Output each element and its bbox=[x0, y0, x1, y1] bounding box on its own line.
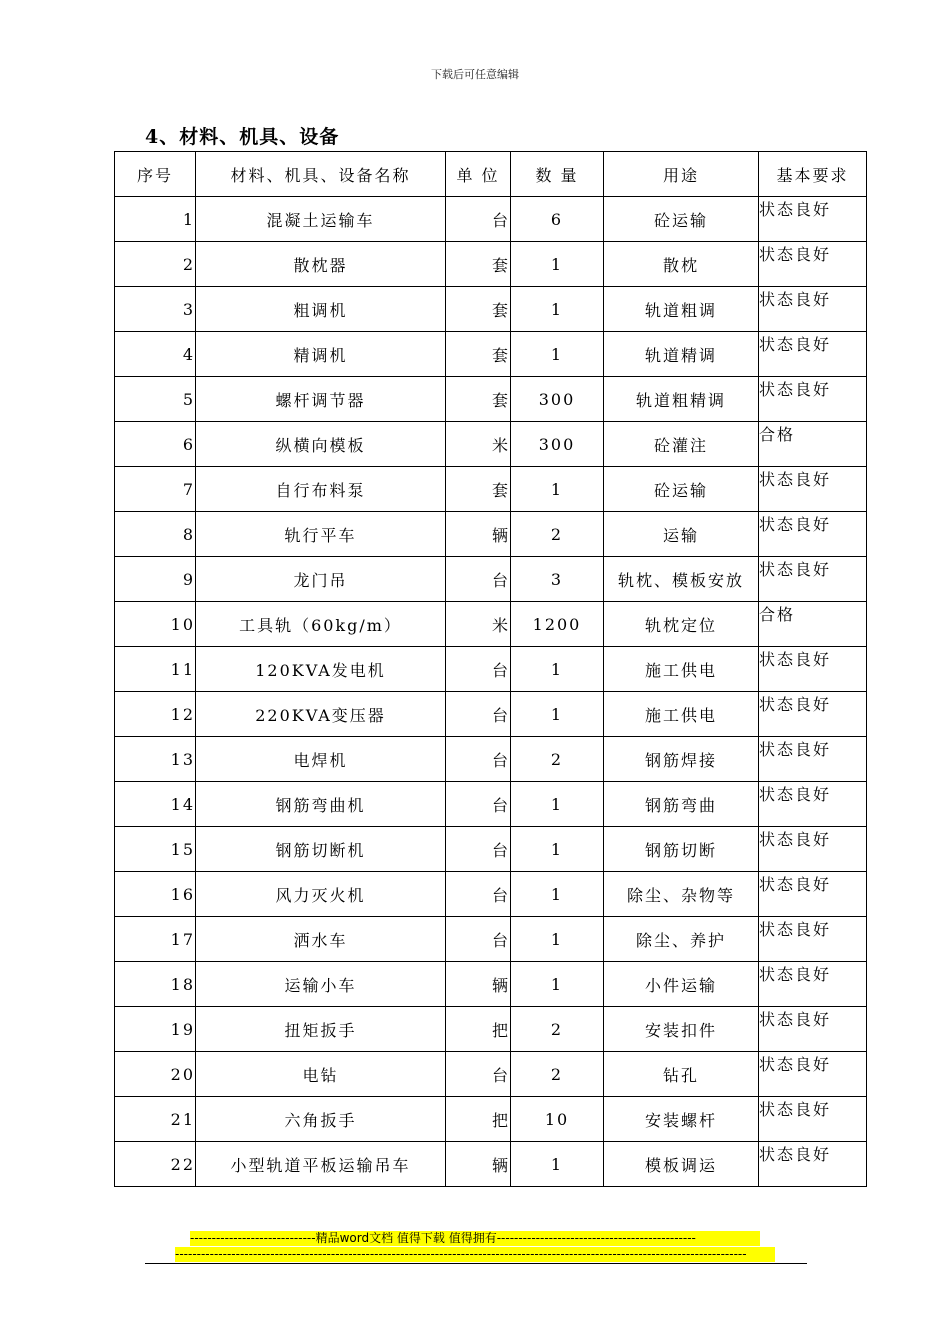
table-row bbox=[115, 512, 867, 557]
header-unit: 单 位 bbox=[446, 152, 511, 197]
row-number-cell: 17 bbox=[115, 917, 196, 962]
unit-cell: 套 bbox=[446, 467, 511, 512]
quantity-cell: 1 bbox=[511, 242, 604, 287]
use-cell: 轨道精调 bbox=[604, 332, 759, 377]
unit-cell: 台 bbox=[446, 557, 511, 602]
row-number-cell: 16 bbox=[115, 872, 196, 917]
use-cell: 除尘、养护 bbox=[604, 917, 759, 962]
unit-cell: 台 bbox=[446, 1052, 511, 1097]
requirement-cell: 状态良好 bbox=[759, 467, 867, 512]
quantity-cell: 2 bbox=[511, 1007, 604, 1052]
quantity-cell: 2 bbox=[511, 1052, 604, 1097]
item-name-cell: 纵横向模板 bbox=[196, 422, 446, 467]
table-row bbox=[115, 692, 867, 737]
quantity-cell: 1 bbox=[511, 692, 604, 737]
item-name-cell: 钢筋切断机 bbox=[196, 827, 446, 872]
table-row bbox=[115, 782, 867, 827]
item-name-cell: 洒水车 bbox=[196, 917, 446, 962]
header-note: 下载后可任意编辑 bbox=[431, 68, 519, 81]
quantity-cell: 1 bbox=[511, 872, 604, 917]
requirement-cell: 合格 bbox=[759, 602, 867, 647]
quantity-cell: 2 bbox=[511, 512, 604, 557]
requirement-cell: 状态良好 bbox=[759, 242, 867, 287]
row-number-cell: 22 bbox=[115, 1142, 196, 1187]
use-cell: 砼运输 bbox=[604, 467, 759, 512]
row-number-cell: 7 bbox=[115, 467, 196, 512]
use-cell: 砼灌注 bbox=[604, 422, 759, 467]
row-number-cell: 2 bbox=[115, 242, 196, 287]
unit-cell: 套 bbox=[446, 377, 511, 422]
table-row bbox=[115, 1097, 867, 1142]
requirement-cell: 状态良好 bbox=[759, 287, 867, 332]
quantity-cell: 10 bbox=[511, 1097, 604, 1142]
table-row bbox=[115, 872, 867, 917]
table-row bbox=[115, 242, 867, 287]
row-number-cell: 21 bbox=[115, 1097, 196, 1142]
row-number-cell: 12 bbox=[115, 692, 196, 737]
row-number-cell: 18 bbox=[115, 962, 196, 1007]
unit-cell: 套 bbox=[446, 287, 511, 332]
table-row bbox=[115, 917, 867, 962]
item-name-cell: 轨行平车 bbox=[196, 512, 446, 557]
unit-cell: 把 bbox=[446, 1007, 511, 1052]
use-cell: 施工供电 bbox=[604, 647, 759, 692]
unit-cell: 台 bbox=[446, 737, 511, 782]
row-number-cell: 8 bbox=[115, 512, 196, 557]
row-number-cell: 15 bbox=[115, 827, 196, 872]
use-cell: 施工供电 bbox=[604, 692, 759, 737]
item-name-cell: 220KVA变压器 bbox=[196, 692, 446, 737]
unit-cell: 辆 bbox=[446, 1142, 511, 1187]
quantity-cell: 1 bbox=[511, 332, 604, 377]
header-name: 材料、机具、设备名称 bbox=[196, 152, 446, 197]
use-cell: 安装扣件 bbox=[604, 1007, 759, 1052]
table-row bbox=[115, 332, 867, 377]
quantity-cell: 1 bbox=[511, 917, 604, 962]
table-row bbox=[115, 197, 867, 242]
quantity-cell: 300 bbox=[511, 422, 604, 467]
table-row bbox=[115, 602, 867, 647]
table-row bbox=[115, 467, 867, 512]
requirement-cell: 状态良好 bbox=[759, 332, 867, 377]
unit-cell: 套 bbox=[446, 242, 511, 287]
use-cell: 小件运输 bbox=[604, 962, 759, 1007]
unit-cell: 台 bbox=[446, 782, 511, 827]
requirement-cell: 状态良好 bbox=[759, 1097, 867, 1142]
requirement-cell: 状态良好 bbox=[759, 1052, 867, 1097]
row-number-cell: 11 bbox=[115, 647, 196, 692]
unit-cell: 辆 bbox=[446, 512, 511, 557]
use-cell: 轨枕、模板安放 bbox=[604, 557, 759, 602]
equipment-table bbox=[114, 151, 867, 1187]
item-name-cell: 散枕器 bbox=[196, 242, 446, 287]
quantity-cell: 1 bbox=[511, 467, 604, 512]
footer-divider bbox=[145, 1263, 807, 1264]
requirement-cell: 状态良好 bbox=[759, 512, 867, 557]
quantity-cell: 1 bbox=[511, 782, 604, 827]
table-header-row bbox=[115, 152, 867, 197]
row-number-cell: 20 bbox=[115, 1052, 196, 1097]
requirement-cell: 状态良好 bbox=[759, 782, 867, 827]
quantity-cell: 3 bbox=[511, 557, 604, 602]
quantity-cell: 1200 bbox=[511, 602, 604, 647]
table-row bbox=[115, 422, 867, 467]
use-cell: 轨道粗精调 bbox=[604, 377, 759, 422]
quantity-cell: 2 bbox=[511, 737, 604, 782]
use-cell: 钻孔 bbox=[604, 1052, 759, 1097]
table-row bbox=[115, 737, 867, 782]
item-name-cell: 工具轨（60kg/m） bbox=[196, 602, 446, 647]
use-cell: 运输 bbox=[604, 512, 759, 557]
unit-cell: 辆 bbox=[446, 962, 511, 1007]
item-name-cell: 六角扳手 bbox=[196, 1097, 446, 1142]
item-name-cell: 螺杆调节器 bbox=[196, 377, 446, 422]
header-requirement: 基本要求 bbox=[759, 152, 867, 197]
footer-dashes: ------------------------------------------------------------------------------------------------------------------------------------ bbox=[175, 1247, 775, 1262]
item-name-cell: 自行布料泵 bbox=[196, 467, 446, 512]
requirement-cell: 状态良好 bbox=[759, 962, 867, 1007]
row-number-cell: 13 bbox=[115, 737, 196, 782]
use-cell: 散枕 bbox=[604, 242, 759, 287]
row-number-cell: 9 bbox=[115, 557, 196, 602]
table-row bbox=[115, 557, 867, 602]
requirement-cell: 状态良好 bbox=[759, 872, 867, 917]
requirement-cell: 状态良好 bbox=[759, 737, 867, 782]
quantity-cell: 6 bbox=[511, 197, 604, 242]
use-cell: 安装螺杆 bbox=[604, 1097, 759, 1142]
unit-cell: 米 bbox=[446, 422, 511, 467]
unit-cell: 米 bbox=[446, 602, 511, 647]
row-number-cell: 4 bbox=[115, 332, 196, 377]
row-number-cell: 5 bbox=[115, 377, 196, 422]
table-row bbox=[115, 647, 867, 692]
use-cell: 砼运输 bbox=[604, 197, 759, 242]
quantity-cell: 1 bbox=[511, 962, 604, 1007]
requirement-cell: 状态良好 bbox=[759, 647, 867, 692]
unit-cell: 台 bbox=[446, 692, 511, 737]
item-name-cell: 电焊机 bbox=[196, 737, 446, 782]
header-no: 序号 bbox=[115, 152, 196, 197]
item-name-cell: 120KVA发电机 bbox=[196, 647, 446, 692]
quantity-cell: 1 bbox=[511, 287, 604, 332]
item-name-cell: 运输小车 bbox=[196, 962, 446, 1007]
table-row bbox=[115, 287, 867, 332]
table-row bbox=[115, 962, 867, 1007]
row-number-cell: 1 bbox=[115, 197, 196, 242]
header-quantity: 数 量 bbox=[511, 152, 604, 197]
table-row bbox=[115, 377, 867, 422]
footer-banner: -----------------------------精品word文档 值得下载 值得拥有---------------------------------------------- bbox=[190, 1231, 760, 1246]
item-name-cell: 混凝土运输车 bbox=[196, 197, 446, 242]
table-row bbox=[115, 1142, 867, 1187]
item-name-cell: 粗调机 bbox=[196, 287, 446, 332]
table-body bbox=[115, 197, 867, 1187]
item-name-cell: 小型轨道平板运输吊车 bbox=[196, 1142, 446, 1187]
unit-cell: 台 bbox=[446, 917, 511, 962]
unit-cell: 台 bbox=[446, 827, 511, 872]
row-number-cell: 19 bbox=[115, 1007, 196, 1052]
use-cell: 钢筋弯曲 bbox=[604, 782, 759, 827]
requirement-cell: 状态良好 bbox=[759, 557, 867, 602]
requirement-cell: 状态良好 bbox=[759, 917, 867, 962]
unit-cell: 台 bbox=[446, 872, 511, 917]
row-number-cell: 10 bbox=[115, 602, 196, 647]
row-number-cell: 3 bbox=[115, 287, 196, 332]
table-row bbox=[115, 1052, 867, 1097]
use-cell: 模板调运 bbox=[604, 1142, 759, 1187]
quantity-cell: 1 bbox=[511, 1142, 604, 1187]
row-number-cell: 14 bbox=[115, 782, 196, 827]
requirement-cell: 状态良好 bbox=[759, 1142, 867, 1187]
item-name-cell: 精调机 bbox=[196, 332, 446, 377]
unit-cell: 台 bbox=[446, 647, 511, 692]
table-row bbox=[115, 1007, 867, 1052]
item-name-cell: 电钻 bbox=[196, 1052, 446, 1097]
requirement-cell: 状态良好 bbox=[759, 377, 867, 422]
requirement-cell: 合格 bbox=[759, 422, 867, 467]
unit-cell: 套 bbox=[446, 332, 511, 377]
table-row bbox=[115, 827, 867, 872]
unit-cell: 台 bbox=[446, 197, 511, 242]
use-cell: 钢筋焊接 bbox=[604, 737, 759, 782]
item-name-cell: 风力灭火机 bbox=[196, 872, 446, 917]
quantity-cell: 1 bbox=[511, 647, 604, 692]
row-number-cell: 6 bbox=[115, 422, 196, 467]
requirement-cell: 状态良好 bbox=[759, 692, 867, 737]
quantity-cell: 300 bbox=[511, 377, 604, 422]
requirement-cell: 状态良好 bbox=[759, 197, 867, 242]
use-cell: 除尘、杂物等 bbox=[604, 872, 759, 917]
requirement-cell: 状态良好 bbox=[759, 827, 867, 872]
item-name-cell: 龙门吊 bbox=[196, 557, 446, 602]
item-name-cell: 钢筋弯曲机 bbox=[196, 782, 446, 827]
item-name-cell: 扭矩扳手 bbox=[196, 1007, 446, 1052]
header-use: 用途 bbox=[604, 152, 759, 197]
unit-cell: 把 bbox=[446, 1097, 511, 1142]
use-cell: 轨道粗调 bbox=[604, 287, 759, 332]
requirement-cell: 状态良好 bbox=[759, 1007, 867, 1052]
use-cell: 钢筋切断 bbox=[604, 827, 759, 872]
section-title: 4、材料、机具、设备 bbox=[145, 126, 340, 148]
use-cell: 轨枕定位 bbox=[604, 602, 759, 647]
quantity-cell: 1 bbox=[511, 827, 604, 872]
